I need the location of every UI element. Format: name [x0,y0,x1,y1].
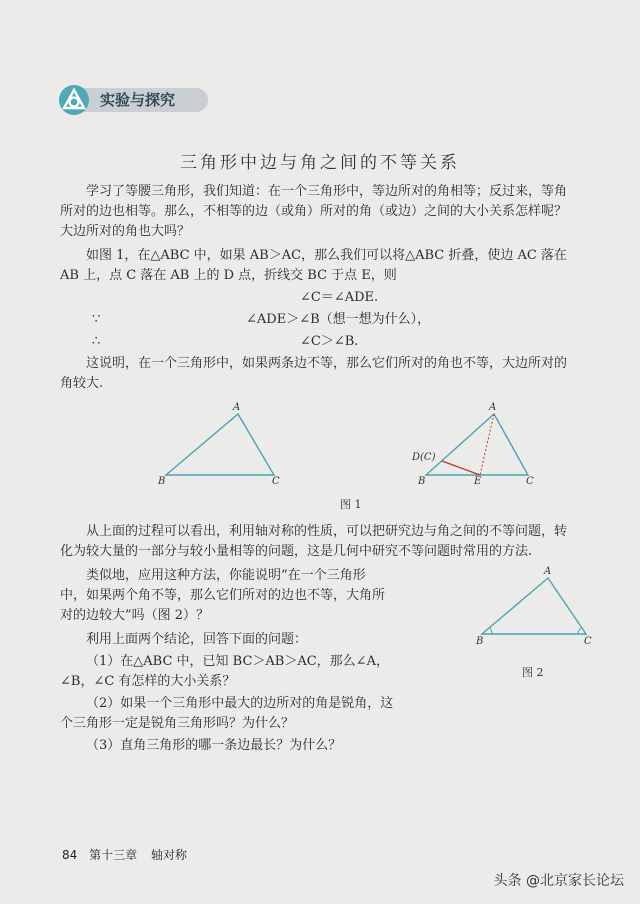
label-c: C [272,476,280,487]
text-line: 类似地，应用这种方法，你能说明“在一个三角形 [86,568,366,583]
section-title: 实验与探究 [100,91,176,109]
question-1-cont: ∠B，∠C 有怎样的大小关系？ [60,674,236,689]
therefore-symbol: ∴ [92,334,101,349]
label-a: A [489,402,497,413]
equation-line: ∠C＝∠ADE. [300,290,379,305]
watermark: 头条 @北京家长论坛 [493,873,624,889]
text-line: 对的边较大”吗（图 2）？ [60,608,210,623]
article-title: 三角形中边与角之间的不等关系 [180,153,460,173]
question-3: （3）直角三角形的哪一条边最长？为什么？ [86,738,342,753]
text-line: 所对的边也相等。那么，不相等的边（或角）所对的角（或边）之间的大小关系怎样呢？ [60,204,568,219]
text-line: 中，如果两个角不等，那么它们所对的边也不等，大角所 [60,588,386,603]
question-2-cont: 个三角形一定是锐角三角形吗？为什么？ [60,716,295,731]
triangle-abc [482,578,586,634]
label-e: E [474,476,482,487]
question-1: （1）在△ABC 中，已知 BC＞AB＞AC，那么∠A， [86,654,389,669]
because-symbol: ∵ [92,312,101,327]
label-c: C [584,636,592,647]
figure-2 [468,560,598,650]
label-b: B [158,476,166,487]
label-b: B [418,476,426,487]
label-d-c: D(C) [412,452,436,463]
page-footer [62,846,187,863]
fold-segment-de [442,461,480,475]
text-line: 这说明，在一个三角形中，如果两条边不等，那么它们所对的角也不等，大边所对的 [86,356,568,371]
figure-1 [150,398,550,490]
label-c: C [526,476,534,487]
label-a: A [233,402,241,413]
figure-2-caption: 图 2 [522,666,544,679]
angle-c-mark [578,628,582,635]
section-badge [58,84,208,116]
equation-line: ∠ADE＞∠B（想一想为什么）， [246,312,431,327]
triangle-abc-left [166,414,274,475]
section-logo-icon [58,84,90,116]
triangle-abc-right [426,414,528,475]
text-line: 角较大. [60,376,104,391]
label-a: A [544,566,552,577]
equation-line: ∠C＞∠B. [300,334,359,349]
chapter-number: 第十三章 [89,848,138,862]
label-b: B [476,636,484,647]
text-line: 如图 1，在△ABC 中，如果 AB＞AC，那么我们可以将△ABC 折叠，使边 AC 落在 [86,248,567,263]
text-line: 化为较大量的一部分与较小量相等的问题，这是几何中研究不等问题时常用的方法. [60,544,533,559]
text-line: 利用上面两个结论，回答下面的问题： [86,632,308,647]
fold-line-ae [480,414,494,475]
figure-1-caption: 图 1 [340,498,362,511]
page-number: 84 [62,848,78,862]
angle-b-mark [490,628,492,634]
text-line: AB 上，点 C 落在 AB 上的 D 点，折线交 BC 于点 E，则 [60,268,397,283]
question-2: （2）如果一个三角形中最大的边所对的角是锐角，这 [86,696,394,711]
text-line: 从上面的过程可以看出，利用轴对称的性质，可以把研究边与角之间的不等问题，转 [86,524,568,539]
chapter-title: 轴对称 [150,848,187,862]
text-line: 学习了等腰三角形，我们知道：在一个三角形中，等边所对的角相等；反过来，等角 [86,184,568,199]
text-line: 大边所对的角也大吗？ [60,224,191,239]
